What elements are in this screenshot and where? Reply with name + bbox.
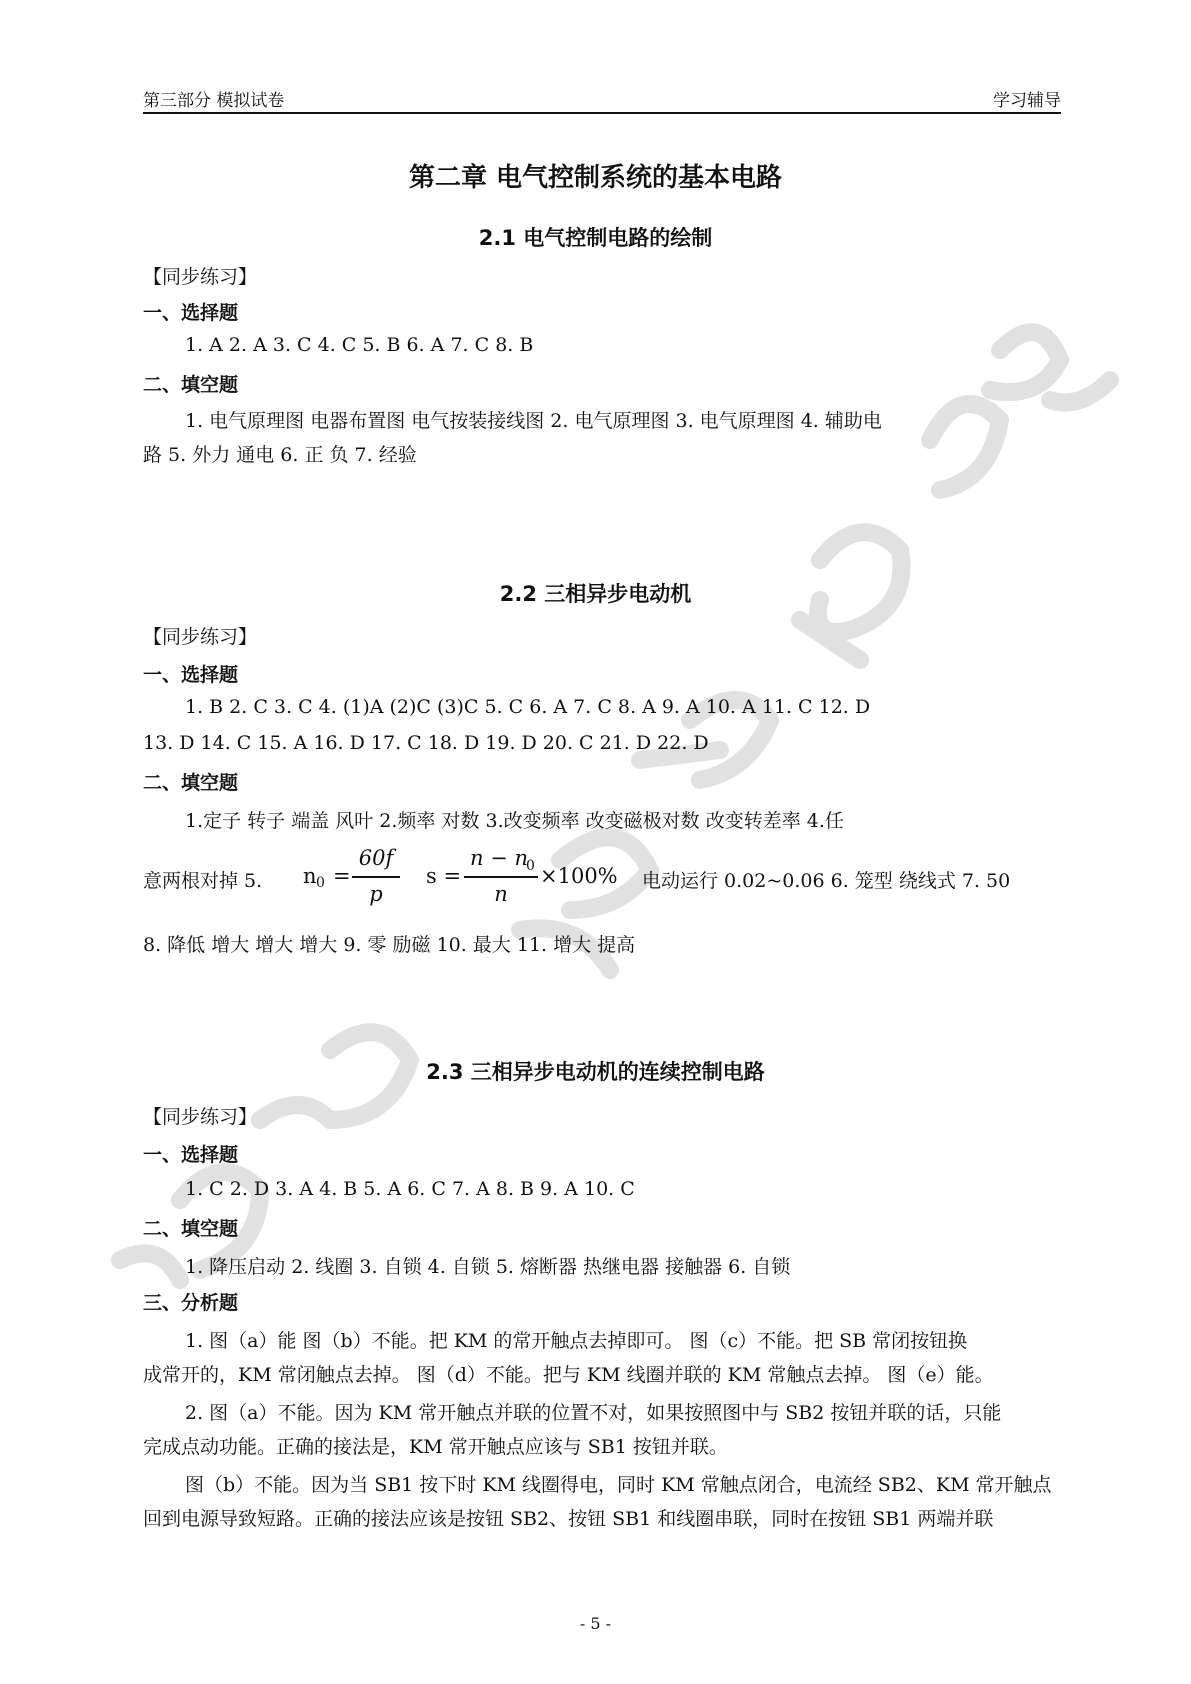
- fill-answers-line: 路 5. 外力 通电 6. 正 负 7. 经验: [143, 444, 417, 466]
- analysis-paragraph-line: 图（b）不能。因为当 SB1 按下时 KM 线圈得电，同时 KM 常触点闭合，电流经 SB2、KM 常开触点: [185, 1474, 1052, 1496]
- header-right: 学习辅导: [993, 91, 1061, 111]
- section-title-2-1: 2.1 电气控制电路的绘制: [478, 226, 713, 250]
- analysis-paragraph-line: 1. 图（a）能 图（b）不能。把 KM 的常开触点去掉即可。 图（c）不能。把 SB 常闭按钮换: [185, 1330, 968, 1352]
- practice-label: 【同步练习】: [143, 266, 258, 288]
- analysis-heading: 三、分析题: [143, 1292, 239, 1314]
- fill-answers-line-prefix: 意两根对掉 5.: [143, 870, 263, 892]
- formula-n0-denominator: p: [369, 882, 383, 906]
- analysis-paragraph-line: 2. 图（a）不能。因为 KM 常开触点并联的位置不对，如果按照图中与 SB2 按钮并联的话，只能: [185, 1402, 1002, 1424]
- choice-heading: 一、选择题: [143, 664, 239, 686]
- formula-s-numerator-subscript: 0: [526, 858, 535, 874]
- fraction-bar: [464, 876, 538, 878]
- fill-heading: 二、填空题: [143, 374, 239, 396]
- fill-heading: 二、填空题: [143, 1218, 239, 1240]
- choice-heading: 一、选择题: [143, 1144, 239, 1166]
- fill-heading: 二、填空题: [143, 772, 239, 794]
- fraction-bar: [352, 876, 400, 878]
- analysis-paragraph-line: 回到电源导致短路。正确的接法应该是按钮 SB2、按钮 SB1 和线圈串联，同时在按钮 SB1 两端并联: [143, 1508, 994, 1530]
- choice-heading: 一、选择题: [143, 302, 239, 324]
- practice-label: 【同步练习】: [143, 626, 258, 648]
- formula-n0-subscript: 0: [316, 875, 325, 891]
- page-header: [143, 84, 1061, 114]
- choice-answers-line: 13. D 14. C 15. A 16. D 17. C 18. D 19. D 20. C 21. D 22. D: [143, 732, 709, 754]
- formula-s-numerator: n − n: [470, 846, 528, 870]
- fill-answers-line: 1. 电气原理图 电器布置图 电气按装接线图 2. 电气原理图 3. 电气原理图 4. 辅助电: [185, 410, 882, 432]
- fill-answers-line-suffix: 电动运行 0.02~0.06 6. 笼型 绕线式 7. 50: [642, 870, 1011, 892]
- formula-n0-symbol: n: [303, 864, 317, 888]
- header-left: 第三部分 模拟试卷: [143, 91, 285, 111]
- choice-answers: 1. C 2. D 3. A 4. B 5. A 6. C 7. A 8. B 9. A 10. C: [185, 1178, 635, 1200]
- analysis-paragraph-line: 完成点动功能。正确的接法是，KM 常开触点应该与 SB1 按钮并联。: [143, 1436, 728, 1458]
- choice-answers: 1. A 2. A 3. C 4. C 5. B 6. A 7. C 8. B: [185, 334, 534, 356]
- choice-answers-line: 1. B 2. C 3. C 4. (1)A (2)C (3)C 5. C 6. A 7. C 8. A 9. A 10. A 11. C 12. D: [185, 696, 871, 718]
- formula-n0-numerator: 60f: [358, 846, 394, 870]
- analysis-paragraph-line: 成常开的，KM 常闭触点去掉。 图（d）不能。把与 KM 线圈并联的 KM 常触点去掉。 图（e）能。: [143, 1364, 994, 1386]
- fill-answers: 1. 降压启动 2. 线圈 3. 自锁 4. 自锁 5. 熔断器 热继电器 接触器 6. 自锁: [185, 1256, 791, 1278]
- formula-s-left: s =: [426, 864, 462, 888]
- section-title-2-2: 2.2 三相异步电动机: [499, 582, 692, 606]
- section-title-2-3: 2.3 三相异步电动机的连续控制电路: [426, 1060, 765, 1084]
- formula-n0-equals: =: [333, 864, 351, 888]
- fill-answers-line: 8. 降低 增大 增大 增大 9. 零 励磁 10. 最大 11. 增大 提高: [143, 934, 636, 956]
- formula-s-tail: ×100%: [540, 864, 618, 888]
- fill-answers-line: 1.定子 转子 端盖 风叶 2.频率 对数 3.改变频率 改变磁极对数 改变转差率 4.任: [185, 810, 844, 832]
- practice-label: 【同步练习】: [143, 1106, 258, 1128]
- formula-s-denominator: n: [494, 882, 508, 906]
- chapter-title: 第二章 电气控制系统的基本电路: [408, 163, 783, 193]
- page-number: - 5 -: [579, 1614, 612, 1633]
